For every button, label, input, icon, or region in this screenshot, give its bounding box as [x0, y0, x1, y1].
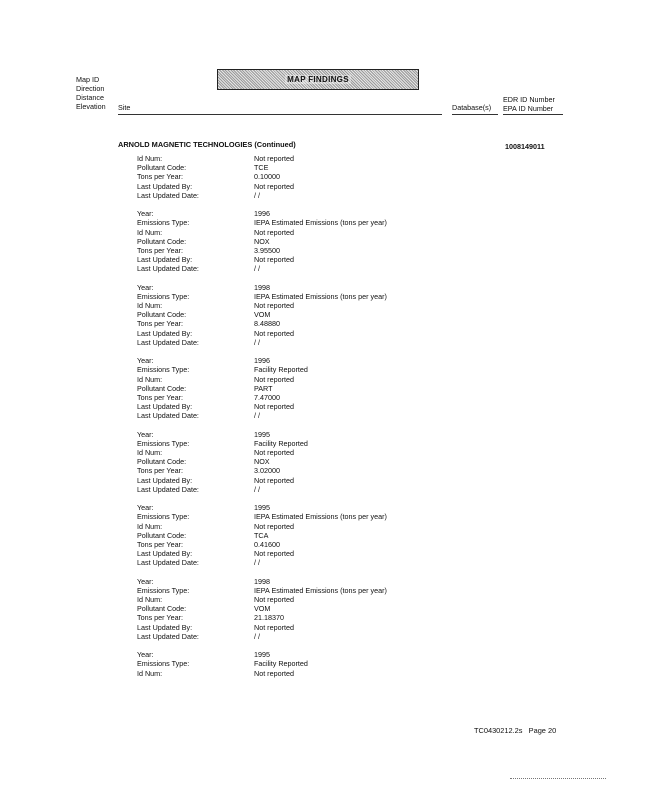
record-row [137, 632, 457, 641]
record-row [137, 264, 457, 273]
record-label: Id Num: [137, 227, 163, 237]
footer-page-number: Page 20 [528, 726, 557, 735]
record-row [137, 218, 457, 227]
record-row [137, 356, 457, 365]
record-label: Pollutant Code: [137, 310, 187, 320]
scan-artifact [510, 778, 606, 781]
record-value: 1995 [254, 650, 270, 660]
record-label: Year: [137, 209, 154, 219]
record-row [137, 393, 457, 402]
record-label: Emissions Type: [137, 512, 190, 522]
record-label: Tons per Year: [137, 245, 183, 255]
record-label: Last Updated By: [137, 181, 193, 191]
record-row [137, 659, 457, 668]
record-row [137, 163, 457, 172]
record-value: / / [254, 264, 260, 274]
record-value: / / [254, 631, 260, 641]
record-value: Not reported [254, 668, 294, 678]
record-row [137, 613, 457, 622]
record-value: NOX [254, 457, 270, 467]
record-label: Emissions Type: [137, 365, 190, 375]
record-row [137, 411, 457, 420]
header-rule-database [452, 114, 498, 115]
record-label: Tons per Year: [137, 319, 183, 329]
record-value: 1998 [254, 576, 270, 586]
record-label: Tons per Year: [137, 613, 183, 623]
map-findings-title: MAP FINDINGS [287, 75, 349, 84]
record-value: 3.95500 [254, 245, 280, 255]
record-row [137, 154, 457, 163]
record-value: Not reported [254, 301, 294, 310]
record-value: 1998 [254, 282, 270, 292]
record-value: IEPA Estimated Emissions (tons per year) [254, 218, 387, 228]
record-value: 7.47000 [254, 392, 280, 402]
record-row [137, 439, 457, 448]
record-value: Not reported [254, 181, 294, 191]
record-row [137, 503, 457, 512]
record-label: Pollutant Code: [137, 236, 187, 246]
record-row [137, 228, 457, 237]
record-label: Id Num: [137, 521, 163, 531]
record-value: TCE [254, 163, 269, 173]
record-row [137, 531, 457, 540]
record-value: Not reported [254, 154, 294, 163]
record-value: 1996 [254, 209, 270, 219]
record-label: Last Updated Date: [137, 264, 199, 274]
record-label: Tons per Year: [137, 466, 183, 476]
record-value: 1996 [254, 356, 270, 366]
record-label: Id Num: [137, 301, 163, 310]
record-label: Id Num: [137, 668, 163, 678]
record-value: NOX [254, 236, 270, 246]
record-label: Last Updated By: [137, 549, 193, 559]
record-label: Last Updated By: [137, 328, 193, 338]
record-label: Last Updated Date: [137, 631, 199, 641]
record-label: Last Updated Date: [137, 558, 199, 568]
record-label: Id Num: [137, 448, 163, 457]
record-label: Emissions Type: [137, 291, 190, 301]
record-row [137, 246, 457, 255]
record-label: Id Num: [137, 374, 163, 384]
record-value: IEPA Estimated Emissions (tons per year) [254, 512, 387, 522]
record-value: Not reported [254, 549, 294, 559]
record-label: Last Updated Date: [137, 484, 199, 494]
record-row [137, 623, 457, 632]
record-value: Facility Reported [254, 659, 308, 669]
record-row [137, 375, 457, 384]
record-row [137, 448, 457, 457]
record-row [137, 319, 457, 328]
record-label: Year: [137, 503, 154, 513]
record-value: / / [254, 337, 260, 347]
record-value: TCA [254, 530, 269, 540]
record-value: / / [254, 484, 260, 494]
record-label: Year: [137, 356, 154, 366]
record-row [137, 191, 457, 200]
record-row [137, 292, 457, 301]
record-row [137, 512, 457, 521]
record-value: Not reported [254, 227, 294, 237]
record-value: IEPA Estimated Emissions (tons per year) [254, 291, 387, 301]
record-label: Last Updated Date: [137, 337, 199, 347]
record-label: Id Num: [137, 595, 163, 604]
record-value: / / [254, 190, 260, 200]
header-right-labels [503, 95, 555, 113]
record-row [137, 338, 457, 347]
record-label: Emissions Type: [137, 218, 190, 228]
record-row [137, 237, 457, 246]
record-value: 0.10000 [254, 172, 280, 182]
record-label: Year: [137, 650, 154, 660]
record-row [137, 650, 457, 659]
record-row [137, 669, 457, 678]
record-row [137, 384, 457, 393]
record-value: VOM [254, 604, 271, 614]
record-row [137, 522, 457, 531]
record-row [137, 182, 457, 191]
record-label: Pollutant Code: [137, 530, 187, 540]
record-row [137, 172, 457, 181]
header-map-id-label: Map ID [76, 75, 100, 84]
record-value: 21.18370 [254, 613, 284, 623]
header-direction-label: Direction [76, 84, 105, 93]
record-row [137, 430, 457, 439]
record-label: Year: [137, 429, 154, 439]
record-row [137, 209, 457, 218]
record-value: VOM [254, 310, 271, 320]
record-label: Tons per Year: [137, 392, 183, 402]
footer-doc-id: TC0430212.2s [474, 726, 523, 735]
record-label: Emissions Type: [137, 659, 190, 669]
record-value: / / [254, 411, 260, 421]
emissions-records [137, 154, 457, 678]
record-value: Not reported [254, 328, 294, 338]
record-label: Last Updated Date: [137, 190, 199, 200]
record-value: Not reported [254, 255, 294, 265]
facility-edr-id: 1008149011 [505, 142, 545, 151]
record-label: Pollutant Code: [137, 604, 187, 614]
record-row [137, 365, 457, 374]
record-value: 1995 [254, 429, 270, 439]
map-findings-banner [217, 69, 419, 90]
header-rule-ids [503, 114, 563, 115]
record-value: 0.41600 [254, 539, 280, 549]
record-label: Year: [137, 282, 154, 292]
record-label: Emissions Type: [137, 585, 190, 595]
record-row [137, 310, 457, 319]
record-value: Facility Reported [254, 365, 308, 375]
record-label: Pollutant Code: [137, 457, 187, 467]
record-row [137, 595, 457, 604]
record-row [137, 402, 457, 411]
record-label: Pollutant Code: [137, 163, 187, 173]
header-distance-label: Distance [76, 93, 104, 102]
record-value: 8.48880 [254, 319, 280, 329]
record-row [137, 558, 457, 567]
record-row [137, 283, 457, 292]
record-label: Last Updated Date: [137, 411, 199, 421]
record-label: Last Updated By: [137, 622, 193, 632]
record-value: 3.02000 [254, 466, 280, 476]
header-epa-id-label: EPA ID Number [503, 104, 554, 113]
record-label: Pollutant Code: [137, 383, 187, 393]
record-row [137, 329, 457, 338]
record-row [137, 466, 457, 475]
record-row [137, 604, 457, 613]
record-value: Not reported [254, 448, 294, 457]
record-label: Last Updated By: [137, 475, 193, 485]
header-elevation-label: Elevation [76, 102, 106, 111]
record-row [137, 586, 457, 595]
header-left-labels [76, 75, 106, 111]
record-value: PART [254, 383, 273, 393]
header-database-label: Database(s) [452, 103, 492, 112]
record-row [137, 549, 457, 558]
record-row [137, 301, 457, 310]
record-label: Tons per Year: [137, 539, 183, 549]
header-site-label: Site [118, 103, 131, 112]
record-value: Not reported [254, 402, 294, 412]
header-rule-site [118, 114, 442, 115]
record-value: 1995 [254, 503, 270, 513]
record-label: Emissions Type: [137, 438, 190, 448]
record-row [137, 577, 457, 586]
record-row [137, 255, 457, 264]
record-label: Id Num: [137, 154, 163, 163]
record-label: Year: [137, 576, 154, 586]
facility-name: ARNOLD MAGNETIC TECHNOLOGIES (Continued) [118, 140, 296, 149]
record-label: Tons per Year: [137, 172, 183, 182]
record-value: Not reported [254, 374, 294, 384]
record-label: Last Updated By: [137, 402, 193, 412]
record-value: / / [254, 558, 260, 568]
record-value: Not reported [254, 521, 294, 531]
header-edr-id-label: EDR ID Number [503, 95, 555, 104]
record-label: Last Updated By: [137, 255, 193, 265]
record-row [137, 485, 457, 494]
record-value: IEPA Estimated Emissions (tons per year) [254, 585, 387, 595]
record-value: Not reported [254, 622, 294, 632]
record-row [137, 540, 457, 549]
record-value: Not reported [254, 595, 294, 604]
record-row [137, 457, 457, 466]
record-value: Facility Reported [254, 438, 308, 448]
record-value: Not reported [254, 475, 294, 485]
page-footer [474, 726, 556, 735]
record-row [137, 476, 457, 485]
